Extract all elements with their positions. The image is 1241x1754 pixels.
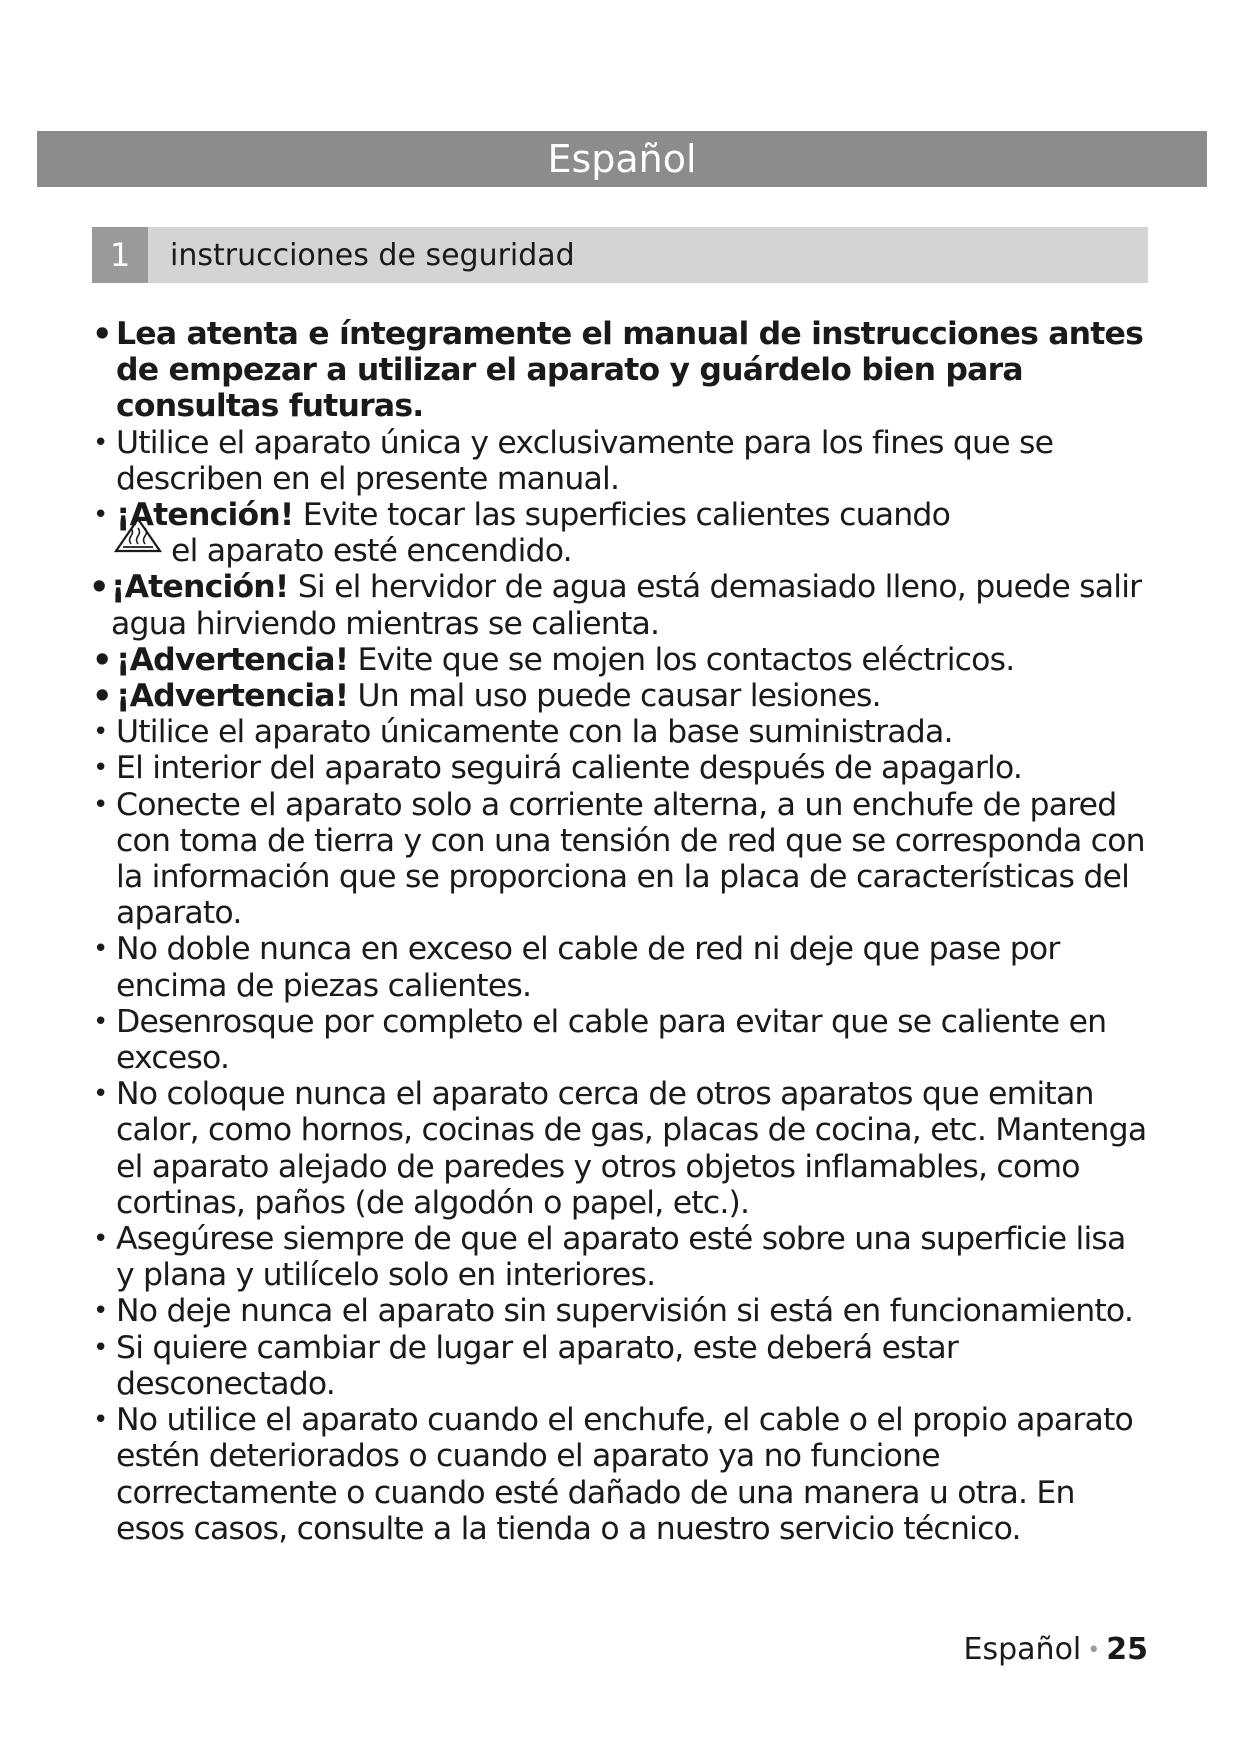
bullet: • <box>93 1006 108 1037</box>
bullet: • <box>92 640 112 679</box>
list-item <box>89 568 1152 642</box>
safety-instructions <box>89 315 1152 1547</box>
item-bold-text: Lea atenta e íntegramente el manual de instrucciones antes de empezar a utilizar el aparato y guárdelo bien para consultas futuras. <box>116 316 1144 425</box>
item-text: No coloque nunca el aparato cerca de otros aparatos que emitan calor, como hornos, cocinas de gas, placas de cocina, etc. Mantenga el aparato alejado de paredes y otros objetos inflamables, como cortinas, paños (de algodón o papel, etc.). <box>116 1076 1147 1221</box>
list-item <box>92 931 1152 1003</box>
section-header <box>92 227 1148 283</box>
list-item <box>92 316 1152 425</box>
item-text: Un mal uso puede causar lesiones. <box>348 678 881 715</box>
item-text: Si el hervidor de agua está demasiado lleno, puede salir agua hirviendo mientras se calienta. <box>111 569 1142 642</box>
item-text: El interior del aparato seguirá caliente después de apagarlo. <box>116 750 1023 787</box>
list-item <box>92 787 1152 932</box>
bullet: • <box>93 500 108 531</box>
item-text: No doble nunca en exceso el cable de red ni deje que pase por encima de piezas calientes. <box>116 931 1060 1004</box>
list-item <box>92 1076 1152 1221</box>
section-number: 1 <box>92 227 148 283</box>
item-text: Si quiere cambiar de lugar el aparato, este deberá estar desconectado. <box>116 1329 958 1402</box>
list-item <box>92 1221 1152 1293</box>
bullet: • <box>93 1296 108 1327</box>
item-bold-text: ¡Atención! <box>111 569 289 606</box>
bullet: • <box>93 753 108 784</box>
bullet: • <box>89 568 109 607</box>
bullet: • <box>93 1224 108 1255</box>
item-text: No utilice el aparato cuando el enchufe, el cable o el propio aparato estén deteriorados o cuando el aparato ya no funcione correctamente o cuando esté dañado de una manera u otra. En esos casos, consulte a la tienda o a nuestro servicio técnico. <box>116 1402 1134 1547</box>
bullet: • <box>93 934 108 965</box>
item-text: Evite tocar las superficies calientes cuando <box>293 497 951 534</box>
page-footer <box>964 1632 1148 1667</box>
list-item <box>92 497 1152 569</box>
item-text: Conecte el aparato solo a corriente alterna, a un enchufe de pared con toma de tierra y con una tensión de red que se corresponda con la información que se proporciona en la placa de características del aparato. <box>116 786 1145 932</box>
bullet: • <box>92 315 112 353</box>
list-item <box>92 1293 1152 1329</box>
footer-language: Español <box>963 1632 1082 1667</box>
item-bold-text: ¡Atención! <box>116 497 294 534</box>
item-text: Utilice el aparato única y exclusivamente para los fines que se describen en el presente manual. <box>116 424 1054 497</box>
list-item <box>92 642 1152 678</box>
hot-surface-warning <box>116 497 1152 569</box>
item-text: Utilice el aparato únicamente con la base suministrada. <box>116 714 953 751</box>
bullet: • <box>93 1405 108 1436</box>
item-bold-text: ¡Advertencia! <box>116 641 349 678</box>
list-item <box>92 678 1152 714</box>
safety-list <box>89 315 1152 1547</box>
list-item <box>92 750 1152 786</box>
page-number: 25 <box>1106 1632 1148 1667</box>
section-title: instrucciones de seguridad <box>170 237 575 273</box>
list-item <box>92 1330 1152 1402</box>
item-text-continued: el aparato esté encendido. <box>171 533 572 570</box>
list-item <box>92 425 1152 497</box>
bullet: • <box>93 789 108 820</box>
item-text: Asegúrese siempre de que el aparato esté sobre una superficie lisa y plana y utilícelo solo en interiores. <box>116 1221 1126 1294</box>
list-item <box>92 1004 1152 1076</box>
item-bold-text: ¡Advertencia! <box>116 678 349 715</box>
bullet: • <box>92 677 112 716</box>
list-item <box>92 1402 1152 1547</box>
language-banner: Español <box>37 131 1207 187</box>
item-text: Desenrosque por completo el cable para evitar que se caliente en exceso. <box>116 1003 1107 1077</box>
item-text: No deje nunca el aparato sin supervisión si está en funcionamiento. <box>116 1293 1134 1330</box>
item-text: Evite que se mojen los contactos eléctricos. <box>348 641 1015 678</box>
list-item <box>92 714 1152 750</box>
bullet: • <box>93 717 108 748</box>
bullet: • <box>93 427 108 458</box>
footer-separator: • <box>1087 1638 1101 1663</box>
hot-surface-warning-icon <box>114 517 162 553</box>
bullet: • <box>93 1332 108 1363</box>
bullet: • <box>93 1079 108 1110</box>
